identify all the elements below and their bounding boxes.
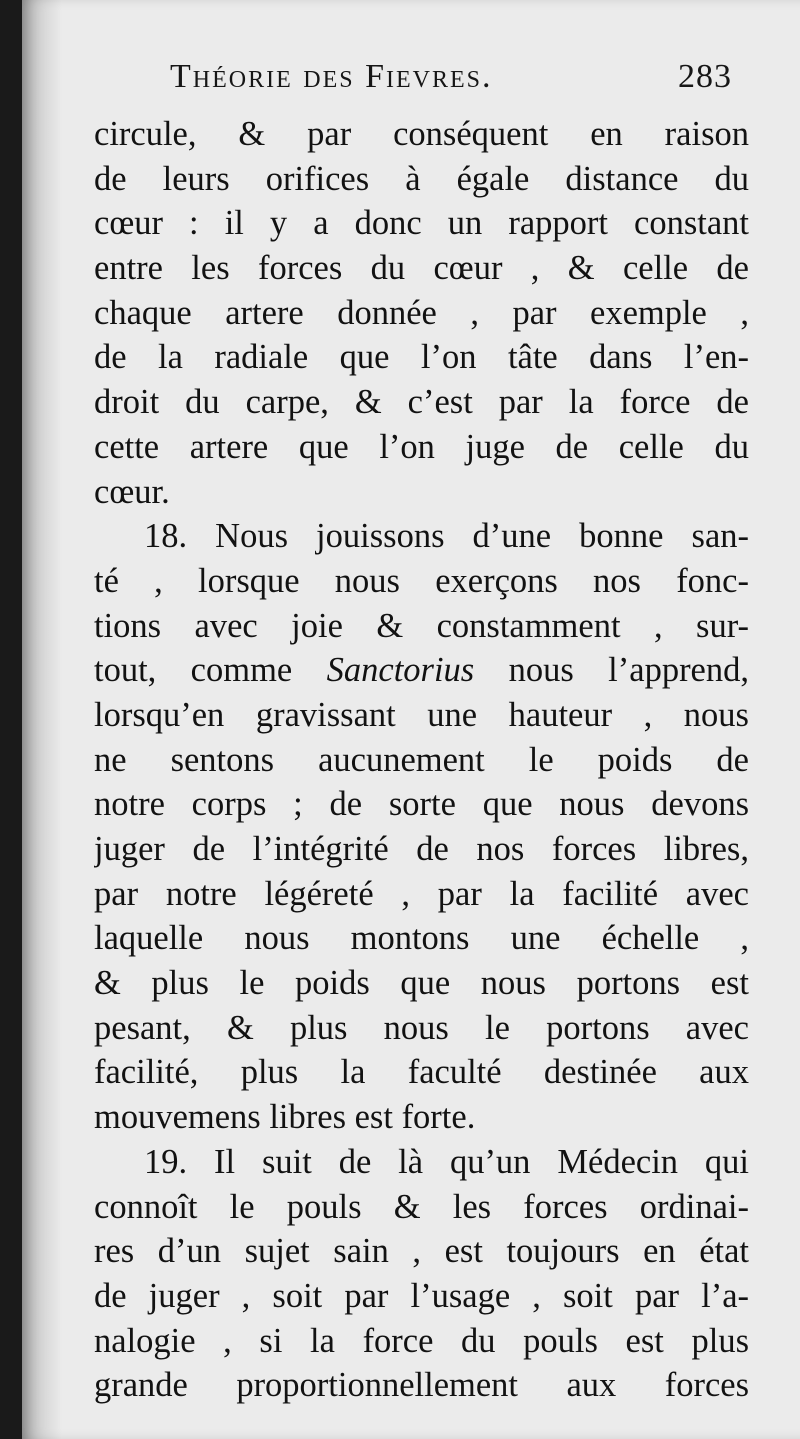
text-line-sanctorius bbox=[94, 648, 749, 693]
text-line: facilité, plus la faculté destinée aux bbox=[94, 1053, 749, 1092]
paragraph-19-start: 19. Il suit de là qu’un Médecin qui bbox=[144, 1142, 749, 1181]
text-line: mouvemens libres est forte. bbox=[94, 1098, 476, 1137]
author-name-sanctorius: Sanctorius bbox=[326, 651, 475, 690]
text-line: de la radiale que l’on tâte dans l’en- bbox=[94, 338, 749, 377]
text-line: lorsqu’en gravissant une hauteur , nous bbox=[94, 695, 749, 734]
gutter-shadow bbox=[22, 0, 62, 1439]
text-line: cette artere que l’on juge de celle du bbox=[94, 427, 749, 466]
text-line: de juger , soit par l’usage , soit par l’a- bbox=[94, 1276, 749, 1315]
text-line: ne sentons aucunement le poids de bbox=[94, 740, 749, 779]
page-header bbox=[170, 58, 732, 98]
text-line: cœur : il y a donc un rapport constant bbox=[94, 204, 749, 243]
text-line: notre corps ; de sorte que nous devons bbox=[94, 785, 749, 824]
text-line: chaque artere donnée , par exemple , bbox=[94, 293, 749, 332]
text-line: tions avec joie & constamment , sur- bbox=[94, 606, 749, 645]
paragraph-18-start: 18. Nous jouissons d’une bonne san- bbox=[144, 517, 749, 556]
text-line: circule, & par conséquent en raison bbox=[94, 115, 749, 153]
text-line: nalogie , si la force du pouls est plus bbox=[94, 1321, 749, 1360]
running-title: Théorie des Fievres. bbox=[170, 58, 493, 95]
book-page bbox=[22, 0, 800, 1439]
text-line: res d’un sujet sain , est toujours en état bbox=[94, 1232, 749, 1271]
text-line: droit du carpe, & c’est par la force de bbox=[94, 383, 749, 422]
body-text bbox=[94, 112, 749, 1408]
text-line: laquelle nous montons une échelle , bbox=[94, 919, 749, 958]
text-line: grande proportionnellement aux forces bbox=[94, 1366, 749, 1405]
text-line: té , lorsque nous exerçons nos fonc- bbox=[94, 561, 749, 600]
text-line: juger de l’intégrité de nos forces libres, bbox=[94, 830, 749, 868]
text-line: cœur. bbox=[94, 472, 170, 511]
text-line: pesant, & plus nous le portons avec bbox=[94, 1008, 749, 1047]
text-fragment: nous l’apprend, bbox=[508, 651, 749, 690]
text-fragment: tout, comme bbox=[94, 651, 293, 690]
text-line: de leurs orifices à égale distance du bbox=[94, 159, 749, 198]
text-line: connoît le pouls & les forces ordinai- bbox=[94, 1187, 749, 1226]
page-number: 283 bbox=[678, 58, 732, 95]
text-line: entre les forces du cœur , & celle de bbox=[94, 249, 749, 288]
text-line: par notre légéreté , par la facilité avec bbox=[94, 874, 749, 913]
text-line: & plus le poids que nous portons est bbox=[94, 964, 749, 1003]
